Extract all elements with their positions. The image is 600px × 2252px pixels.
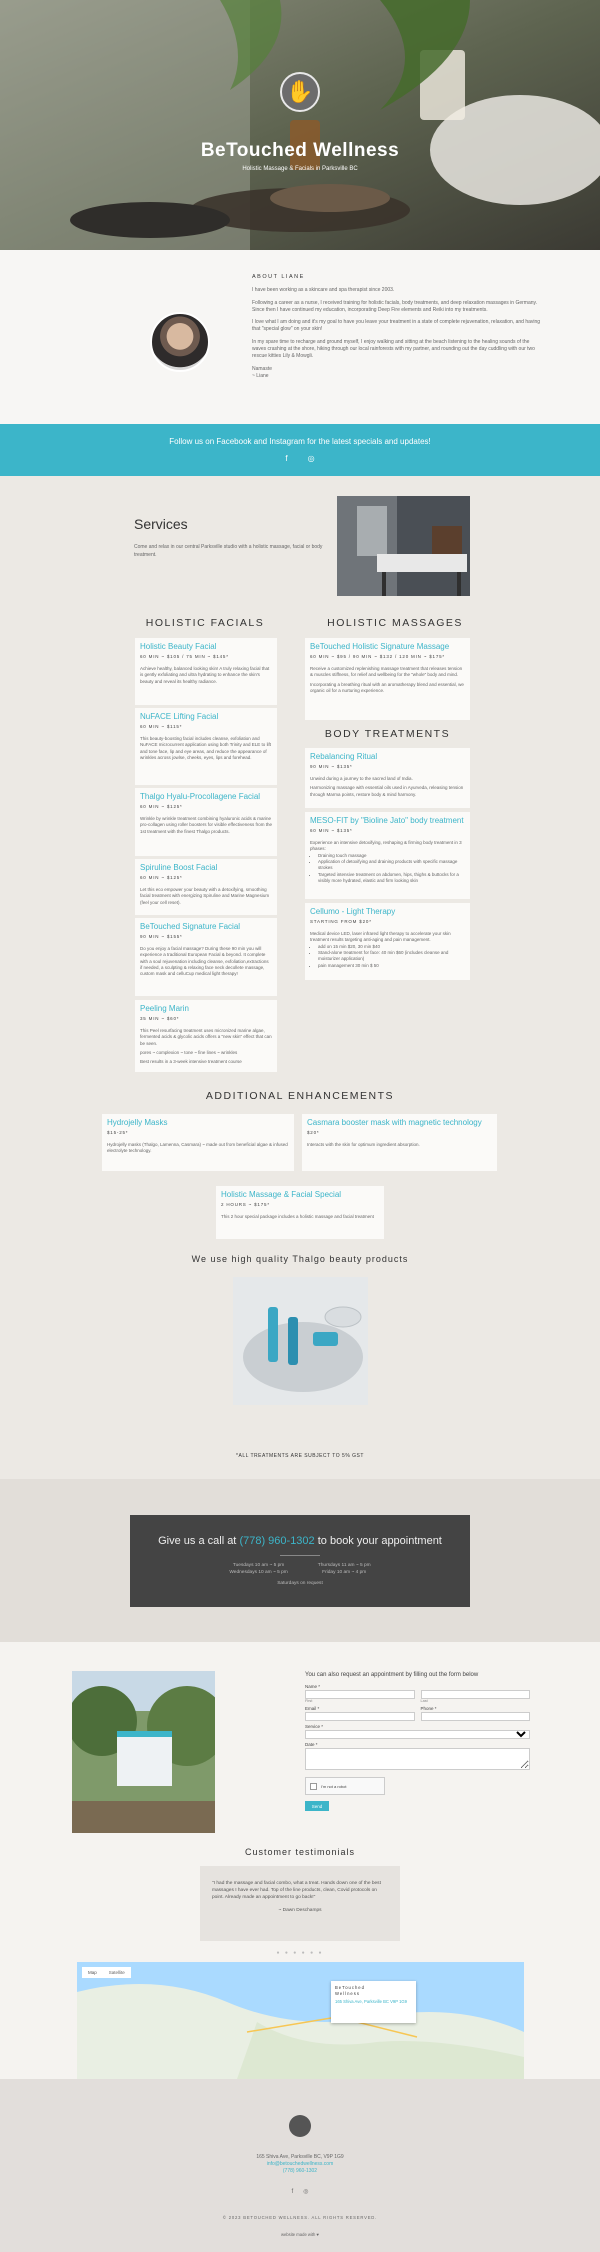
service-card [305, 903, 470, 980]
service-desc: Unwind during a journey to the sacred land of India. [310, 775, 413, 781]
service-card [305, 638, 470, 720]
service-name: Rebalancing Ritual [310, 752, 378, 761]
last-name-wrap [421, 1690, 531, 1703]
map-brand: BeTouched [335, 1985, 365, 1990]
service-price: 90 MIN ~ $155* [140, 934, 183, 940]
google-map[interactable] [77, 1962, 524, 2079]
name-row [305, 1690, 530, 1703]
service-desc: This 2 hour special package includes a holistic massage and facial treatment [221, 1213, 374, 1219]
phone-label: Phone * [420, 1706, 437, 1711]
divider [280, 1555, 320, 1556]
massages-title: HOLISTIC MASSAGES [327, 617, 463, 629]
about-heading: ABOUT LIANE [252, 274, 305, 280]
service-name: BeTouched Holistic Signature Massage [310, 642, 450, 651]
about-paragraph: I love what I am doing and it's my goal to have you leave your treatment in a state of complete rejuvenation, relaxation, and having that "special glow" on your skin! [252, 319, 541, 333]
footer [0, 2079, 600, 2252]
carousel-dots[interactable]: ● ● ● ● ● ● [276, 1950, 324, 1956]
hours-col [318, 1562, 371, 1576]
service-desc: Medical device LED, laser infrared light therapy to accelerate your skin treatment results targeting anti-aging and pain management. [310, 930, 451, 943]
first-name-wrap [305, 1690, 415, 1703]
last-name-input[interactable] [421, 1690, 531, 1699]
phone-wrap [421, 1706, 531, 1721]
service-card [216, 1186, 384, 1239]
booking-box [130, 1515, 470, 1607]
service-card [305, 748, 470, 808]
service-price: $15-25* [107, 1130, 129, 1136]
service-desc: This Peel resurfacing treatment uses micronized marine algae, fermented acids & glycolic acids offers a "new skin" effect that can be seen. [140, 1027, 272, 1046]
email-wrap [305, 1706, 415, 1721]
call-section [0, 1479, 600, 1642]
service-card [135, 788, 277, 856]
service-desc: Harmonizing massage with essential oils used in Ayurveda, releasing tension through Marma points, restore body & mind harmony. [310, 785, 464, 797]
service-name: Cellumo - Light Therapy [310, 907, 396, 916]
map-type-tabs [82, 1967, 131, 1978]
map-address: 165 Shiva Ave, Parksville BC V9P 1G9 [335, 1999, 408, 2004]
instagram-icon[interactable]: ◎ [303, 2189, 319, 2195]
service-price: 60 MIN ~ $125* [140, 804, 183, 810]
testimonial-quote: "I had the massage and facial combo, what a treat. Hands down one of the best massages I have ever had. Top of the line products, clean, Covid protocols on point. Already made an appointment to go back!" [212, 1881, 381, 1900]
studio-sign-image [72, 1671, 215, 1833]
service-name: MESO-FIT by "Bioline Jato" body treatment [310, 816, 464, 825]
date-label: Date * [305, 1742, 318, 1747]
enhancements-title: ADDITIONAL ENHANCEMENTS [205, 1090, 395, 1102]
service-price: 2 HOURS ~ $175* [221, 1202, 270, 1208]
facials-title: HOLISTIC FACIALS [145, 617, 265, 629]
about-signoff: Namaste ~ Liane [252, 365, 273, 379]
about-text [252, 274, 542, 385]
facebook-icon[interactable]: f [285, 454, 308, 463]
liane-avatar [150, 312, 210, 372]
service-name: NuFACE Lifting Facial [140, 712, 219, 721]
made-with-love: website made with ♥ [280, 2232, 320, 2237]
map-terrain [77, 1962, 524, 2079]
map-info-window [331, 1981, 416, 2023]
about-paragraph: Following a career as a nurse, I received training for holistic facials, body treatments, and deep relaxation massages in Germany. Since then I have continued my education, incorporating Deep Fire elements and Reiki into my treatments. [252, 299, 538, 313]
captcha-checkbox[interactable] [310, 1783, 317, 1790]
footer-address: 165 Shiva Ave, Parksville BC, V9P 1G9 [256, 2154, 344, 2160]
copyright: © 2023 BETOUCHED WELLNESS. ALL RIGHTS RESERVED. [222, 2215, 378, 2220]
footer-info [0, 2154, 600, 2175]
service-card [135, 1000, 277, 1072]
service-price: 60 MIN ~ $95 / 90 MIN ~ $132 / 120 MIN ~ $175* [310, 654, 445, 660]
first-name-sub: First [305, 1699, 313, 1703]
service-desc: Receive a customized replenishing massage treatment that releases tension & muscles stiffness, for relief and wellbeing for the "whole" body and mind. [310, 665, 463, 678]
call-suffix: to book your appointment [314, 1535, 442, 1547]
service-label: Service * [305, 1724, 324, 1729]
footer-logo-icon [289, 2115, 311, 2137]
service-price: 60 MIN ~ $115* [140, 724, 183, 730]
service-price: 35 MIN ~ $60* [140, 1016, 180, 1022]
testimonial-author: ~ Dawn Deschamps [278, 1908, 322, 1913]
email-label: Email * [305, 1706, 320, 1711]
hours-line: Thursdays 11 am ~ 5 pm [317, 1563, 371, 1568]
service-desc-extra: Best results in a 3-week intensive treatment course [140, 1059, 242, 1065]
about-paragraph: In my spare time to recharge and ground myself, I enjoy walking and sitting at the beach listening to the healing sounds of the waves crashing at the shore, hiking through our local rainforests with my partner, and rounding out the day cuddling with our two rescue kitties Lily & Mowgli. [252, 338, 535, 360]
social-icons [0, 454, 600, 463]
service-name: BeTouched Signature Facial [140, 922, 241, 931]
service-price: STARTING FROM $20* [310, 919, 372, 925]
hours-line: Friday 10 am ~ 4 pm [322, 1570, 367, 1575]
social-band-text: Follow us on Facebook and Instagram for the latest specials and updates! [169, 437, 431, 446]
testimonial-card [200, 1866, 400, 1941]
service-desc: This beauty-boosting facial includes cleanse, exfoliation and NuFACE microcurrent application using both Trinity and ELE to lift and tone face, lip and eye areas, and reduce the appearance of wrinkles across jowlse, cheeks, eyes, lips and forehead. [140, 735, 272, 761]
body-treatments-title: BODY TREATMENTS [324, 728, 451, 740]
service-card [305, 812, 470, 899]
service-name: Thalgo Hyalu-Procollagene Facial [140, 792, 261, 801]
service-card [135, 708, 277, 785]
gst-note: *ALL TREATMENTS ARE SUBJECT TO 5% GST [236, 1453, 364, 1459]
contact-row [305, 1706, 530, 1721]
email-field[interactable] [305, 1712, 415, 1721]
service-card [135, 918, 277, 996]
service-select[interactable] [305, 1730, 530, 1739]
service-price: 90 MIN ~ $135* [310, 764, 353, 770]
thalgo-products-image [233, 1277, 368, 1405]
hero-background-image [0, 0, 600, 250]
services-title: Services [134, 516, 188, 532]
service-list-item: • Draining touch massage [318, 853, 465, 859]
service-desc: Hydrojelly masks (Thalgo, Lamenna, Casmara) ~ made out from beneficial algae & infused electrolyte technology. [107, 1141, 288, 1154]
service-desc: Achieve healthy, balanced looking skin! A truly relaxing facial that is gently exfoliating and ultra hydrating to enhance the skin's beauty and reveal its healthy radiance. [140, 665, 270, 684]
service-name: Holistic Beauty Facial [140, 642, 217, 651]
recaptcha [305, 1777, 385, 1795]
service-desc: Interacts with the skin for optimum ingredient absorption. [307, 1141, 420, 1147]
phone-field[interactable] [421, 1712, 531, 1721]
hand-logo-icon: ✋ [280, 72, 320, 112]
service-desc: Experience an intensive detoxifying, reshaping & firming body treatment in 3 phases: [310, 839, 462, 852]
service-desc: Let this eco empower your beauty with a detoxifying, smoothing facial treatment with energizing Spiruline and Marine Magnesium (feel your cell reset). [140, 886, 270, 905]
first-name-input[interactable] [305, 1690, 415, 1699]
service-card [135, 638, 277, 705]
service-desc: Do you enjoy a facial massage? During these 90 min you will experience a traditional European Facial & beyond. It complete with a soul rejuvenation including cleanse, exfoliation,extractions if needed, a sculpting & relaxing face neck decollete massage, custom mask and celluCup medical light therapy! [140, 945, 269, 977]
call-to-action [130, 1535, 470, 1547]
service-list-item: • Targeted intensive treatment on abdomen, hips, thighs & buttocks for a visibly more hydrated, elastic and firm looking skin [318, 872, 465, 885]
site-title: BeTouched Wellness [200, 140, 400, 161]
phone-link[interactable]: (778) 960-1302 [239, 1535, 315, 1547]
contact-section [0, 1642, 600, 1962]
services-intro: Come and relax in our central Parksville studio with a holistic massage, facial or body treatment. [134, 544, 323, 558]
instagram-icon[interactable]: ◎ [307, 454, 335, 463]
service-price: 60 MIN ~ $125* [140, 875, 183, 881]
about-paragraph: I have been working as a skincare and spa therapist since 2003. [252, 287, 395, 294]
service-name: Casmara booster mask with magnetic technology [307, 1118, 482, 1127]
date-field[interactable] [305, 1748, 530, 1770]
service-desc-extra: pores ~ complexion ~ tone ~ fine lines ~ wrinkles [140, 1050, 238, 1056]
service-card [102, 1114, 294, 1171]
map-tab[interactable]: Map [88, 1970, 97, 1975]
send-button[interactable]: Send [305, 1801, 329, 1811]
service-name: Holistic Massage & Facial Special [221, 1190, 342, 1199]
last-name-sub: Last [420, 1699, 428, 1703]
hours-col [229, 1562, 287, 1576]
service-name: Peeling Marin [140, 1004, 189, 1013]
services-header [134, 516, 324, 559]
service-price: 60 MIN ~ $135* [310, 828, 353, 834]
facebook-icon[interactable]: f [291, 2189, 304, 2195]
treatment-room-image [337, 496, 470, 596]
form-lead: You can also request an appointment by filling out the form below [305, 1672, 479, 1678]
service-list-item: • Application of detoxifying and draining products with specific massage strokes [318, 859, 465, 872]
site-tagline: Holistic Massage & Facials in Parksville BC [242, 166, 358, 172]
service-desc: Wrinkle by wrinkle treatment combining hyaluronic acids & marine pro-collagen using roller boosters for visible effectiveness from the 1st treatment with the finest Thalgo products. [140, 815, 272, 834]
hours-line: Wednesdays 10 am ~ 5 pm [229, 1570, 288, 1575]
hours-line: Tuesdays 10 am ~ 5 pm [232, 1563, 285, 1568]
hero [0, 0, 600, 250]
service-card [135, 859, 277, 915]
name-label: Name * [305, 1684, 321, 1689]
service-list-item: • pain management 30 min $ 50 [318, 963, 465, 969]
service-card [302, 1114, 497, 1171]
social-band [0, 424, 600, 476]
map-brand: Wellness [335, 1991, 360, 1996]
opening-hours [130, 1562, 470, 1576]
service-name: Spiruline Boost Facial [140, 863, 218, 872]
testimonials-title: Customer testimonials [244, 1847, 356, 1857]
thalgo-title: We use high quality Thalgo beauty products [191, 1254, 409, 1264]
service-price: $20* [307, 1130, 320, 1136]
service-name: Hydrojelly Masks [107, 1118, 168, 1127]
service-price: 60 MIN ~ $105 / 75 MIN ~ $145* [140, 654, 229, 660]
footer-social [0, 2188, 600, 2195]
call-prefix: Give us a call at [158, 1535, 240, 1547]
appointment-form [305, 1672, 530, 1811]
footer-email[interactable]: info@betouchedwellness.com [266, 2161, 334, 2167]
saturday-hours: Saturdays on request [277, 1581, 323, 1586]
service-list-item: • add on 15 min $20, 30 min $40 [318, 944, 465, 950]
services-section [0, 476, 600, 1479]
about-section [0, 250, 600, 424]
service-list-item: • Stand-alone treatment for face: 40 min $60 (includes cleanse and moisturizer application) [318, 950, 465, 963]
satellite-tab[interactable]: Satellite [108, 1970, 125, 1975]
map-section [0, 1962, 600, 2079]
footer-phone[interactable]: (778) 960-1302 [282, 2168, 318, 2174]
service-desc: Incorporating a breathing ritual with an aromatherapy blend and essential, we organic oil for a nurturing experience. [310, 681, 464, 694]
captcha-label: I'm not a robot [321, 1783, 347, 1789]
